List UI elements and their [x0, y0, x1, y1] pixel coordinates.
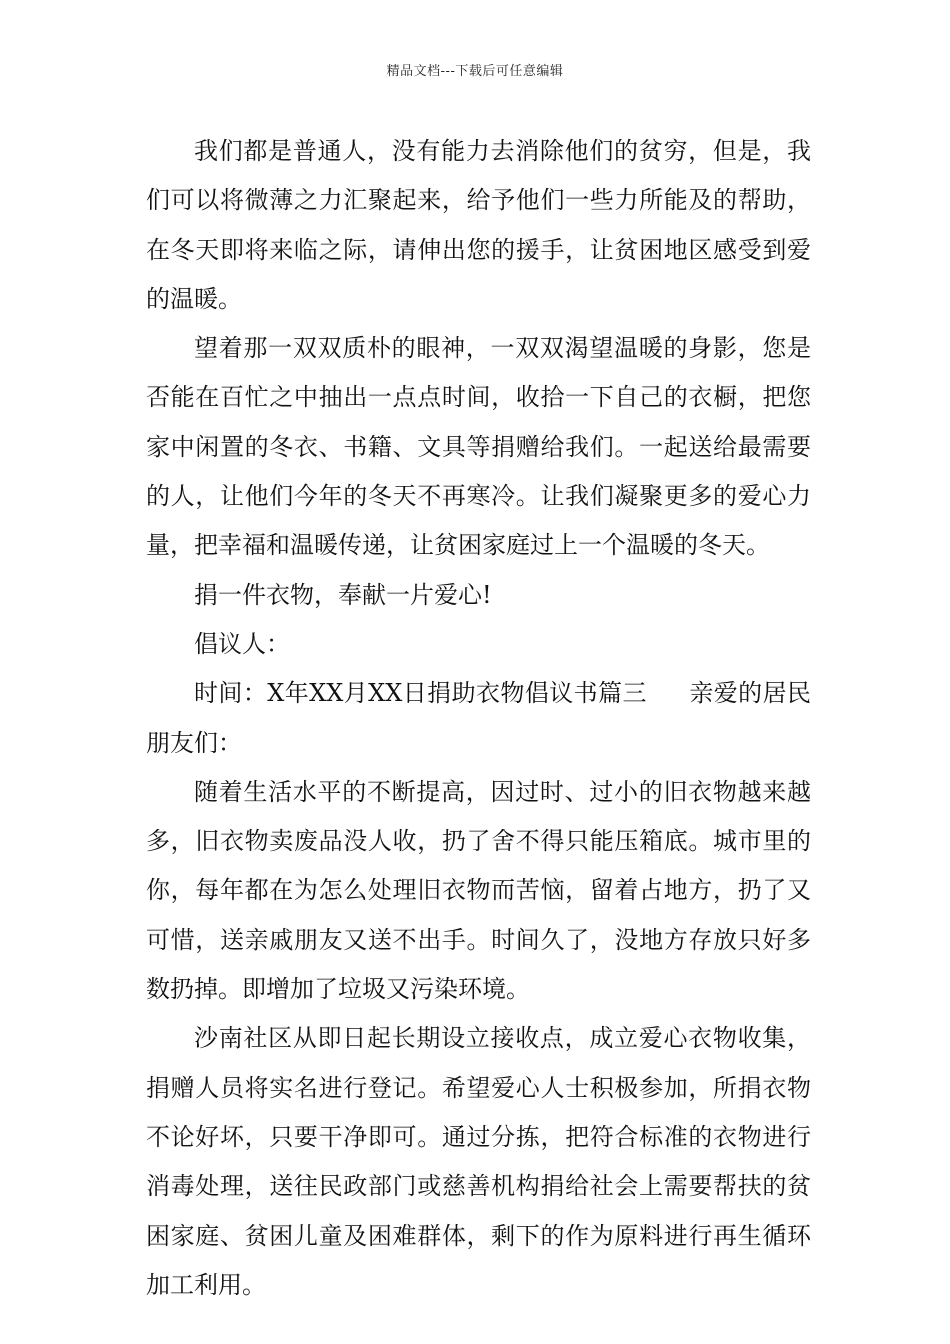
paragraph-3: 随着生活水平的不断提高，因过时、过小的旧衣物越来越多，旧衣物卖废品没人收，扔了舍不得只能压箱底。城市里的你，每年都在为怎么处理旧衣物而苦恼，留着占地方，扔了又可惜，送亲戚朋友又送不出手。时间久了，没地方存放只好多数扔掉。即增加了垃圾又污染环境。 [146, 777, 811, 1004]
paragraph-1: 我们都是普通人，没有能力去消除他们的贫穷，但是，我们可以将微薄之力汇聚起来，给予他们一些力所能及的帮助，在冬天即将来临之际，请伸出您的援手，让贫困地区感受到爱的温暖。 [146, 137, 811, 313]
greeting-line: 亲爱的居民朋友们： [146, 679, 812, 757]
paragraph-2: 望着那一双双质朴的眼神，一双双渴望温暖的身影，您是否能在百忙之中抽出一点点时间，收拾一下自己的衣橱，把您家中闲置的冬衣、书籍、文具等捐赠给我们。一起送给最需要的人，让他们今年的冬天不再寒冷。让我们凝聚更多的爱心力量，把幸福和温暖传递，让贫困家庭过上一个温暖的冬天。 [146, 334, 811, 560]
initiator-line: 倡议人： [194, 629, 290, 658]
page-header: 精品文档---下载后可任意编辑 [386, 64, 564, 79]
document-body [146, 127, 811, 1310]
paragraph-4: 沙南社区从即日起长期设立接收点，成立爱心衣物收集，捐赠人员将实名进行登记。希望爱心人士积极参加，所捐衣物不论好坏，只要干净即可。通过分拣，把符合标准的衣物进行消毒处理，送往民政部门或慈善机构捐给社会上需要帮扶的贫困家庭、贫困儿童及困难群体，剩下的作为原料进行再生循环加工利用。 [146, 1024, 811, 1299]
time-and-greeting-paragraph [146, 669, 811, 768]
slogan-paragraph: 捐一件衣物，奉献一片爱心! [194, 580, 492, 609]
time-line: 时间：X年XX月XX日捐助衣物倡议书篇三 [194, 679, 647, 708]
